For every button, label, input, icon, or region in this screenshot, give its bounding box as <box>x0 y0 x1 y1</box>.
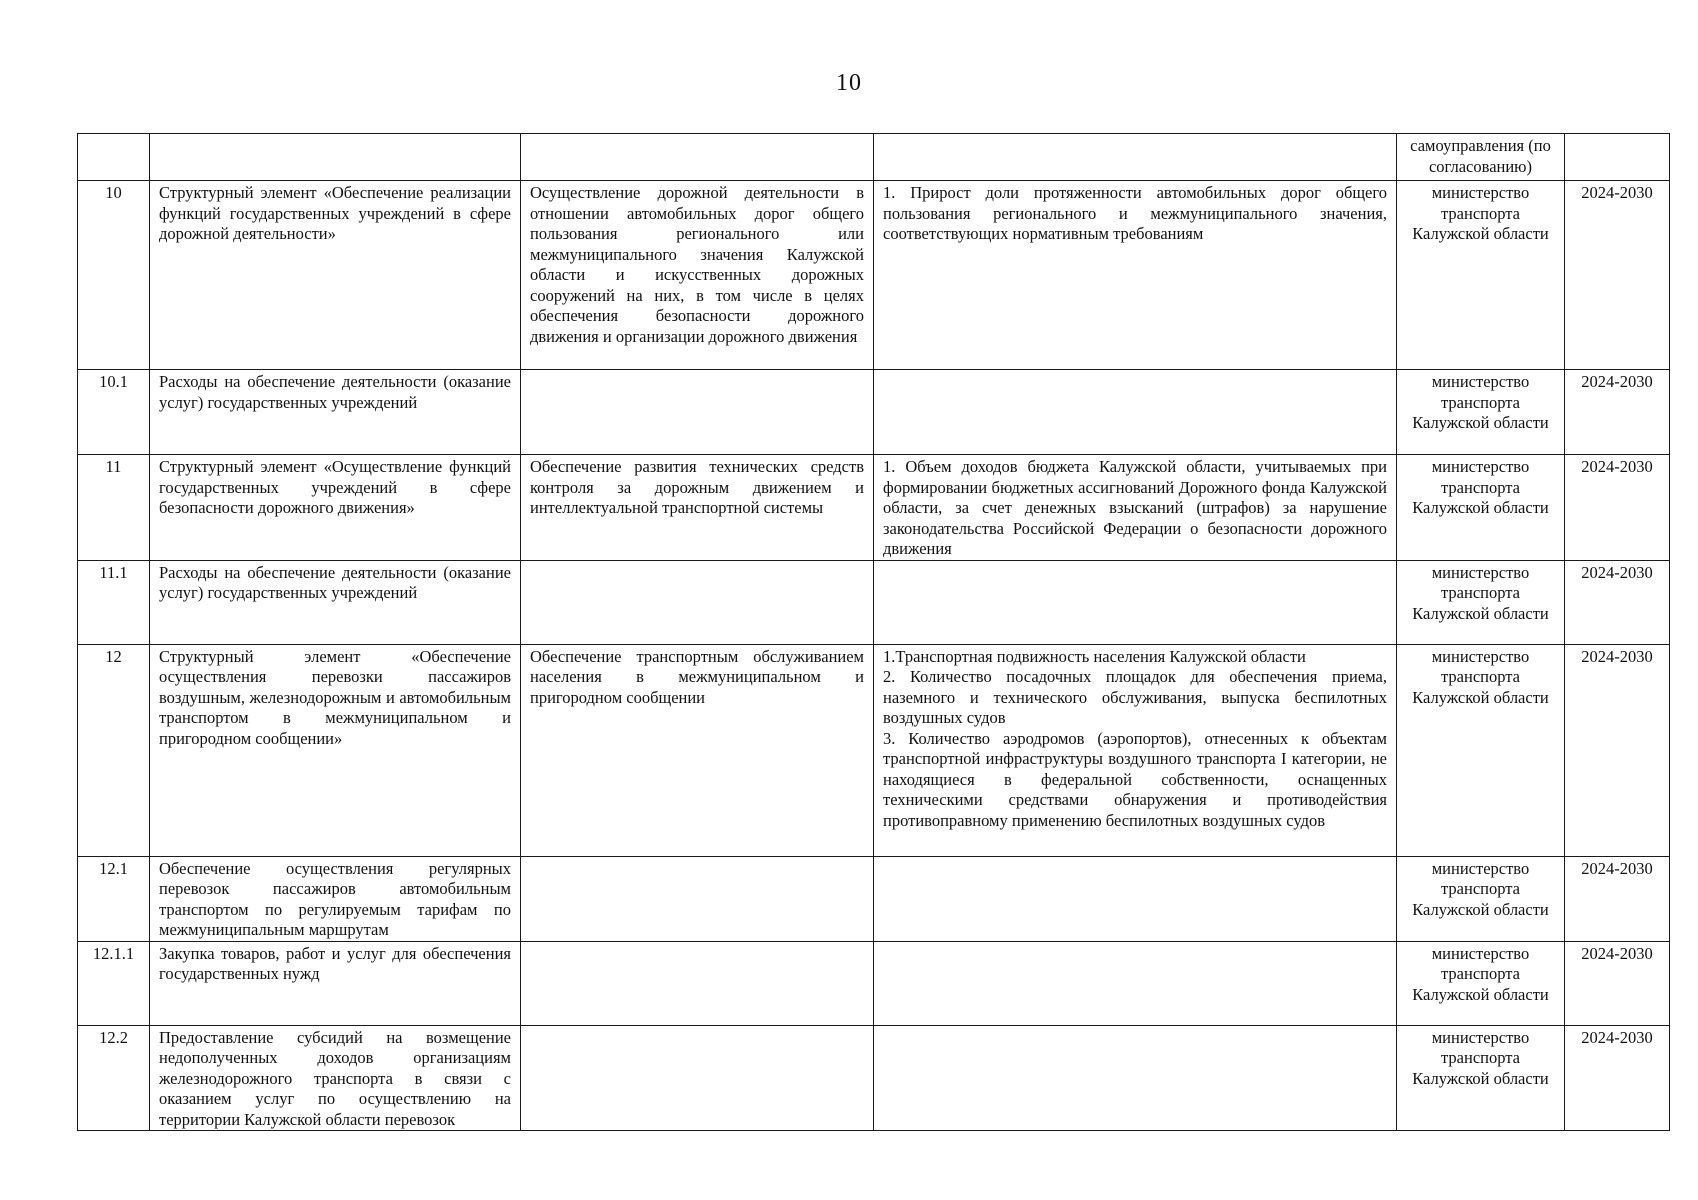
cell-executor: министерство транспорта Калужской области <box>1397 560 1565 644</box>
cell-name <box>150 134 521 181</box>
table-row <box>78 941 1670 1025</box>
cell-indicators <box>874 370 1397 455</box>
cell-num: 11.1 <box>78 560 150 644</box>
cell-name: Структурный элемент «Осуществление функций государственных учреждений в сфере безопасности дорожного движения» <box>150 455 521 561</box>
indicator-item: 1. Прирост доли протяженности автомобильных дорог общего пользования регионального и межмуниципального значения, соответствующих нормативным требованиям <box>883 183 1387 243</box>
cell-executor: министерство транспорта Калужской области <box>1397 644 1565 856</box>
cell-indicators <box>874 644 1397 856</box>
page-number: 10 <box>836 70 862 96</box>
cell-indicators <box>874 1025 1397 1131</box>
cell-num: 12 <box>78 644 150 856</box>
cell-name: Расходы на обеспечение деятельности (оказание услуг) государственных учреждений <box>150 370 521 455</box>
cell-num: 12.1.1 <box>78 941 150 1025</box>
cell-period <box>1565 134 1670 181</box>
cell-task <box>521 134 874 181</box>
cell-indicators <box>874 455 1397 561</box>
cell-name: Предоставление субсидий на возмещение недополученных доходов организациям железнодорожного транспорта в связи с оказанием услуг по осуществлению на территории Калужской области перевозок <box>150 1025 521 1131</box>
cell-period: 2024-2030 <box>1565 455 1670 561</box>
cell-executor: министерство транспорта Калужской области <box>1397 370 1565 455</box>
cell-indicators <box>874 941 1397 1025</box>
table-row <box>78 370 1670 455</box>
cell-period: 2024-2030 <box>1565 644 1670 856</box>
cell-executor: министерство транспорта Калужской области <box>1397 455 1565 561</box>
table-row <box>78 1025 1670 1131</box>
program-structure-table <box>77 133 1670 1131</box>
cell-num: 10 <box>78 181 150 370</box>
cell-task: Обеспечение транспортным обслуживанием населения в межмуниципальном и пригородном сообщении <box>521 644 874 856</box>
cell-num: 12.2 <box>78 1025 150 1131</box>
table-row <box>78 856 1670 941</box>
table-row <box>78 181 1670 370</box>
cell-task <box>521 856 874 941</box>
table-row <box>78 560 1670 644</box>
cell-num: 11 <box>78 455 150 561</box>
cell-executor: министерство транспорта Калужской области <box>1397 1025 1565 1131</box>
indicator-item: 1. Объем доходов бюджета Калужской области, учитываемых при формировании бюджетных ассигнований Дорожного фонда Калужской области, за счет денежных взысканий (штрафов) за нарушение законодательства Российской Федерации о безопасности дорожного движения <box>883 457 1387 558</box>
continuation-row <box>78 134 1670 181</box>
indicator-item: 3. Количество аэродромов (аэропортов), отнесенных к объектам транспортной инфраструктуры воздушного транспорта I категории, не находящиеся в федеральной собственности, оснащенных техническими средствами обнаружения и противодействия противоправному применению беспилотных воздушных судов <box>883 728 1387 830</box>
cell-period: 2024-2030 <box>1565 1025 1670 1131</box>
cell-period: 2024-2030 <box>1565 560 1670 644</box>
cell-executor: министерство транспорта Калужской области <box>1397 941 1565 1025</box>
cell-task <box>521 1025 874 1131</box>
indicator-item: 1.Транспортная подвижность населения Калужской области <box>883 646 1306 666</box>
cell-num: 12.1 <box>78 856 150 941</box>
cell-name: Структурный элемент «Обеспечение реализации функций государственных учреждений в сфере дорожной деятельности» <box>150 181 521 370</box>
cell-num: 10.1 <box>78 370 150 455</box>
cell-task <box>521 370 874 455</box>
cell-indicators <box>874 560 1397 644</box>
cell-executor: самоуправления (по согласованию) <box>1397 134 1565 181</box>
cell-name: Обеспечение осуществления регулярных перевозок пассажиров автомобильным транспортом по регулируемым тарифам по межмуниципальным маршрутам <box>150 856 521 941</box>
cell-name: Структурный элемент «Обеспечение осуществления перевозки пассажиров воздушным, железнодорожным и автомобильным транспортом в межмуниципальном и пригородном сообщении» <box>150 644 521 856</box>
indicator-item: 2. Количество посадочных площадок для обеспечения приема, наземного и технического обслуживания, выпуска беспилотных воздушных судов <box>883 667 1387 727</box>
cell-task: Обеспечение развития технических средств контроля за дорожным движением и интеллектуальной транспортной системы <box>521 455 874 561</box>
cell-task <box>521 560 874 644</box>
cell-executor: министерство транспорта Калужской области <box>1397 181 1565 370</box>
cell-task: Осуществление дорожной деятельности в отношении автомобильных дорог общего пользования регионального или межмуниципального значения Калужской области и искусственных дорожных сооружений на них, в том числе в целях обеспечения безопасности дорожного движения и организации дорожного движения <box>521 181 874 370</box>
cell-period: 2024-2030 <box>1565 181 1670 370</box>
cell-name: Закупка товаров, работ и услуг для обеспечения государственных нужд <box>150 941 521 1025</box>
table-row <box>78 644 1670 856</box>
cell-period: 2024-2030 <box>1565 856 1670 941</box>
cell-period: 2024-2030 <box>1565 941 1670 1025</box>
table-row <box>78 455 1670 561</box>
cell-name: Расходы на обеспечение деятельности (оказание услуг) государственных учреждений <box>150 560 521 644</box>
cell-indicators <box>874 181 1397 370</box>
cell-indicators <box>874 134 1397 181</box>
cell-period: 2024-2030 <box>1565 370 1670 455</box>
cell-num <box>78 134 150 181</box>
cell-indicators <box>874 856 1397 941</box>
cell-task <box>521 941 874 1025</box>
cell-executor: министерство транспорта Калужской области <box>1397 856 1565 941</box>
